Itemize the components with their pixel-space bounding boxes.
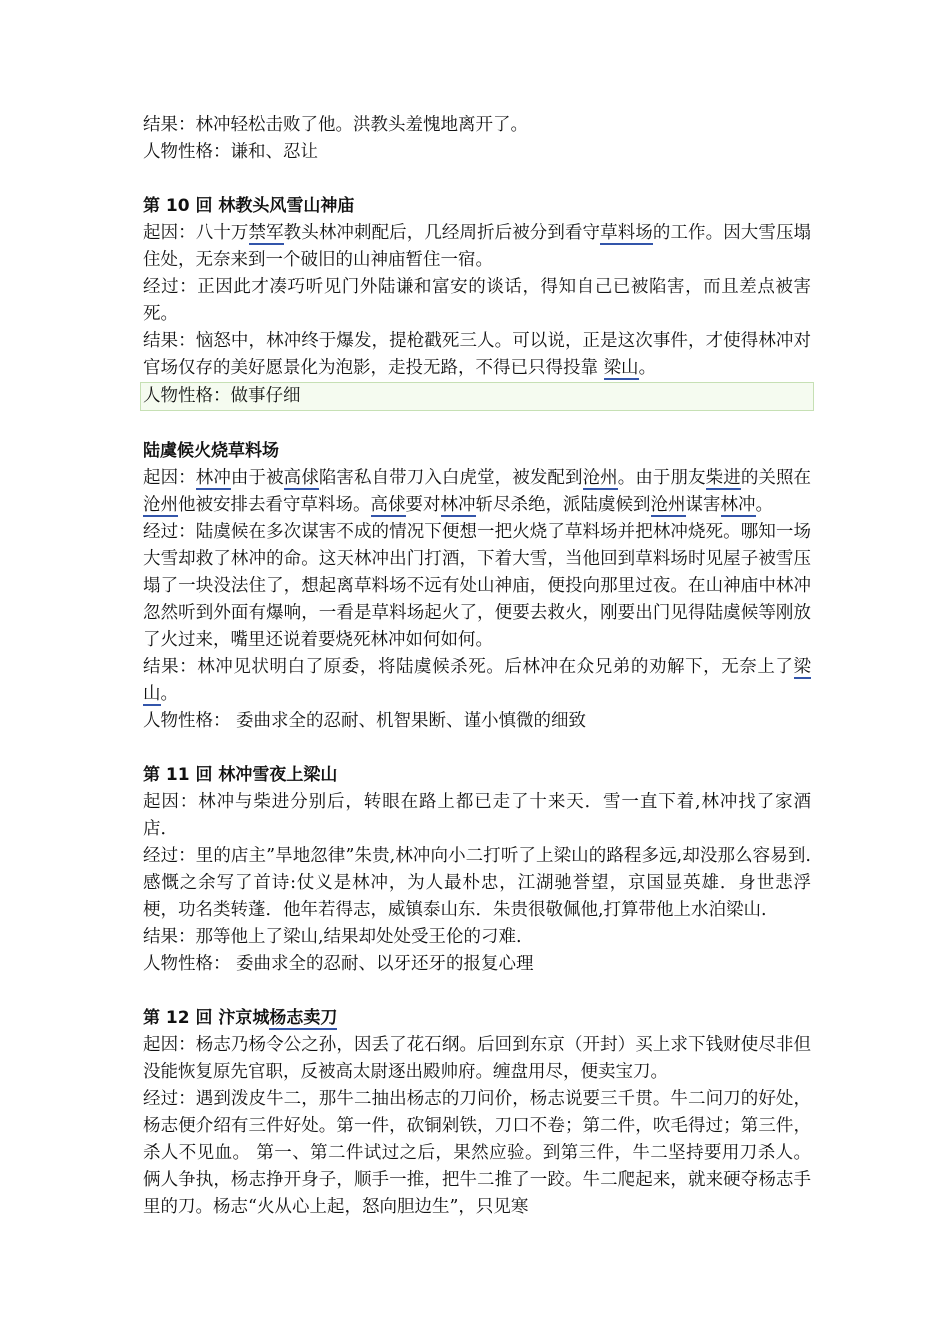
link-linchong[interactable]: 林冲 bbox=[720, 495, 756, 515]
section-fire-process: 经过：陆虞候在多次谋害不成的情况下便想一把火烧了草料场并把林冲烧死。哪知一场大雪却救了林冲的命。这天林冲出门打酒，下着大雪，当他回到草料场时见屋子被雪压塌了一块没法住了，想起离草料场不远有处山神庙，便投向那里过夜。在山神庙中林冲忽然听到外面有爆响，一看是草料场起火了，便要去救火，刚要出门见得陆虞候等刚放了火过来，嘴里还说着要烧死林冲如何如何。 bbox=[143, 522, 811, 650]
spacer bbox=[143, 411, 811, 438]
spacer bbox=[143, 166, 811, 193]
link-jinjun[interactable]: 禁军 bbox=[248, 223, 284, 243]
section-fire-result bbox=[143, 654, 811, 708]
s1-result: 结果：林冲轻松击败了他。洪教头羞愧地离开了。 bbox=[143, 115, 528, 135]
link-liangshan[interactable]: 梁山 bbox=[603, 358, 639, 378]
chapter-12-process: 经过：遇到泼皮牛二，那牛二抽出杨志的刀问价，杨志说要三千贯。牛二问刀的好处，杨志便介绍有三件好处。第一件，砍铜剁铁，刀口不卷；第二件，吹毛得过；第三件，杀人不见血。 第一、第二件试过之后，果然应验。到第三件，牛二坚持要用刀杀人。俩人争执，杨志挣开身子，顺手一推，把牛二推了一跤。牛二爬起来，就来硬夺杨志手里的刀。杨志“火从心上起，怒向胆边生”，只见寒 bbox=[143, 1089, 811, 1217]
text: 。 bbox=[160, 684, 178, 704]
s1-character: 人物性格：谦和、忍让 bbox=[143, 142, 318, 162]
text: 斩尽杀绝，派陆虞候到 bbox=[475, 495, 651, 515]
link-caoliaochang[interactable]: 草料场 bbox=[600, 223, 653, 243]
text: 他被安排去看守草料场。 bbox=[178, 495, 371, 515]
text: 。 bbox=[638, 358, 657, 378]
link-cangzhou[interactable]: 沧州 bbox=[582, 468, 618, 488]
link-cangzhou[interactable]: 沧州 bbox=[143, 495, 178, 515]
text: 第 12 回 汴京城 bbox=[143, 1008, 270, 1028]
chapter-11-result: 结果：那等他上了梁山,结果却处处受王伦的刁难. bbox=[143, 927, 522, 947]
text: 陷害私自带刀入白虎堂，被发配到 bbox=[318, 468, 583, 488]
text: 教头林冲刺配后，几经周折后被分到看守 bbox=[283, 223, 601, 243]
link-cangzhou[interactable]: 沧州 bbox=[650, 495, 686, 515]
chapter-12-cause: 起因：杨志乃杨令公之孙，因丢了花石纲。后回到东京（开封）买上求下钱财使尽非但没能恢复原先官职，反被高太尉逐出殿帅府。缠盘用尽，便卖宝刀。 bbox=[143, 1035, 811, 1082]
chapter-10-character-highlighted[interactable]: 人物性格：做事仔细 bbox=[140, 382, 814, 411]
link-linchong[interactable]: 林冲 bbox=[195, 468, 231, 488]
text: 的关照在 bbox=[740, 468, 812, 488]
section-fire-title: 陆虞候火烧草料场 bbox=[143, 441, 279, 461]
chapter-10-title: 第 10 回 林教头风雪山神庙 bbox=[143, 196, 355, 216]
link-gaoqiu[interactable]: 高俅 bbox=[283, 468, 319, 488]
text: 的工作。因大雪压塌住处，无奈来到一个破旧的山神庙暂住一宿。 bbox=[143, 223, 812, 270]
link-linchong[interactable]: 林冲 bbox=[440, 495, 476, 515]
text: 由于被 bbox=[230, 468, 284, 488]
text: 起因： bbox=[143, 468, 196, 488]
chapter-11-character: 人物性格： 委曲求全的忍耐、以牙还牙的报复心理 bbox=[143, 954, 534, 974]
chapter-11-process: 经过：里的店主”旱地忽律”朱贵,林冲向小二打听了上梁山的路程多远,却没那么容易到.感慨之余写了首诗:仗义是林冲，为人最朴忠，江湖驰誉望，京国显英雄．身世悲浮梗，功名类转蓬．他年若得志，威镇泰山东．朱贵很敬佩他,打算带他上水泊梁山. bbox=[143, 846, 811, 920]
text: 起因：八十万 bbox=[143, 223, 249, 243]
chapter-11-title: 第 11 回 林冲雪夜上梁山 bbox=[143, 765, 338, 785]
section-fire-character: 人物性格： 委曲求全的忍耐、机智果断、谨小慎微的细致 bbox=[143, 711, 587, 731]
link-chaijin[interactable]: 柴进 bbox=[705, 468, 741, 488]
link-liangshan[interactable]: 梁山 bbox=[143, 657, 811, 704]
text: 结果：恼怒中，林冲终于爆发，提枪戳死三人。可以说，正是这次事件，才使得林冲对官场仅存的美好愿景化为泡影，走投无路，不得已只得投靠 bbox=[143, 331, 811, 378]
chapter-10-result bbox=[143, 328, 811, 382]
section-fire-cause bbox=[143, 465, 811, 519]
chapter-10-process: 经过：正因此才凑巧听见门外陆谦和富安的谈话，得知自己已被陷害，而且差点被害死。 bbox=[143, 277, 811, 324]
spacer bbox=[143, 735, 811, 762]
text: 谋害 bbox=[685, 495, 721, 515]
text: 要对 bbox=[405, 495, 441, 515]
link-gaoqiu[interactable]: 高俅 bbox=[370, 495, 406, 515]
chapter-11-cause: 起因：林冲与柴进分别后，转眼在路上都已走了十来天．雪一直下着,林冲找了家酒店． bbox=[143, 792, 811, 839]
spacer bbox=[143, 978, 811, 1005]
chapter-10-cause bbox=[143, 220, 811, 274]
text: 结果：林冲见状明白了原委，将陆虞候杀死。后林冲在众兄弟的劝解下，无奈上了 bbox=[143, 657, 794, 677]
text: 。由于朋友 bbox=[617, 468, 706, 488]
link-yangzhi-maidao[interactable]: 杨志卖刀 bbox=[269, 1008, 338, 1028]
chapter-12-title bbox=[143, 1005, 811, 1032]
text: 。 bbox=[755, 495, 773, 515]
document-page bbox=[143, 112, 811, 1221]
